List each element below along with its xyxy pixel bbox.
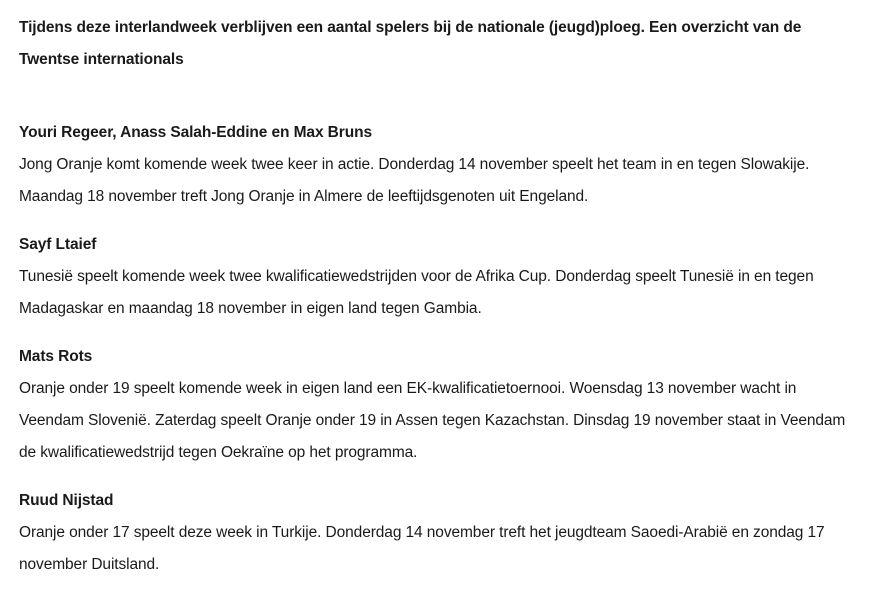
section-body: Oranje onder 19 speelt komende week in eigen land een EK-kwalificatietoernooi. Woensdag 13 november wacht in Veendam Slovenië. Zaterdag speelt Oranje onder 19 in Assen tegen Kazachstan. Dinsdag 19 november staat in Veendam de kwalificatiewedstrijd tegen Oekraïne op het programma. bbox=[19, 380, 846, 461]
section-heading: Ruud Nijstad bbox=[19, 492, 114, 509]
section-nijstad bbox=[19, 485, 859, 581]
section-body: Oranje onder 17 speelt deze week in Turkije. Donderdag 14 november treft het jeugdteam Saoedi-Arabië en zondag 17 november Duitsland. bbox=[19, 524, 825, 573]
section-heading: Youri Regeer, Anass Salah-Eddine en Max Bruns bbox=[19, 124, 372, 141]
section-body: Tunesië speelt komende week twee kwalificatiewedstrijden voor de Afrika Cup. Donderdag speelt Tunesië in en tegen Madagaskar en maandag 18 november in eigen land tegen Gambia. bbox=[19, 268, 814, 317]
section-heading: Mats Rots bbox=[19, 348, 93, 365]
section-ltaief bbox=[19, 229, 859, 325]
section-body: Jong Oranje komt komende week twee keer in actie. Donderdag 14 november speelt het team in en tegen Slowakije. Maandag 18 november treft Jong Oranje in Almere de leeftijdsgenoten uit Engeland. bbox=[19, 156, 810, 205]
section-rots bbox=[19, 341, 859, 469]
section-regeer-salah-eddine-bruns bbox=[19, 117, 859, 213]
section-heading: Sayf Ltaief bbox=[19, 236, 97, 253]
article bbox=[19, 0, 859, 573]
article-intro: Tijdens deze interlandweek verblijven een aantal spelers bij de nationale (jeugd)ploeg. Een overzicht van de Twentse internationals bbox=[19, 19, 802, 68]
